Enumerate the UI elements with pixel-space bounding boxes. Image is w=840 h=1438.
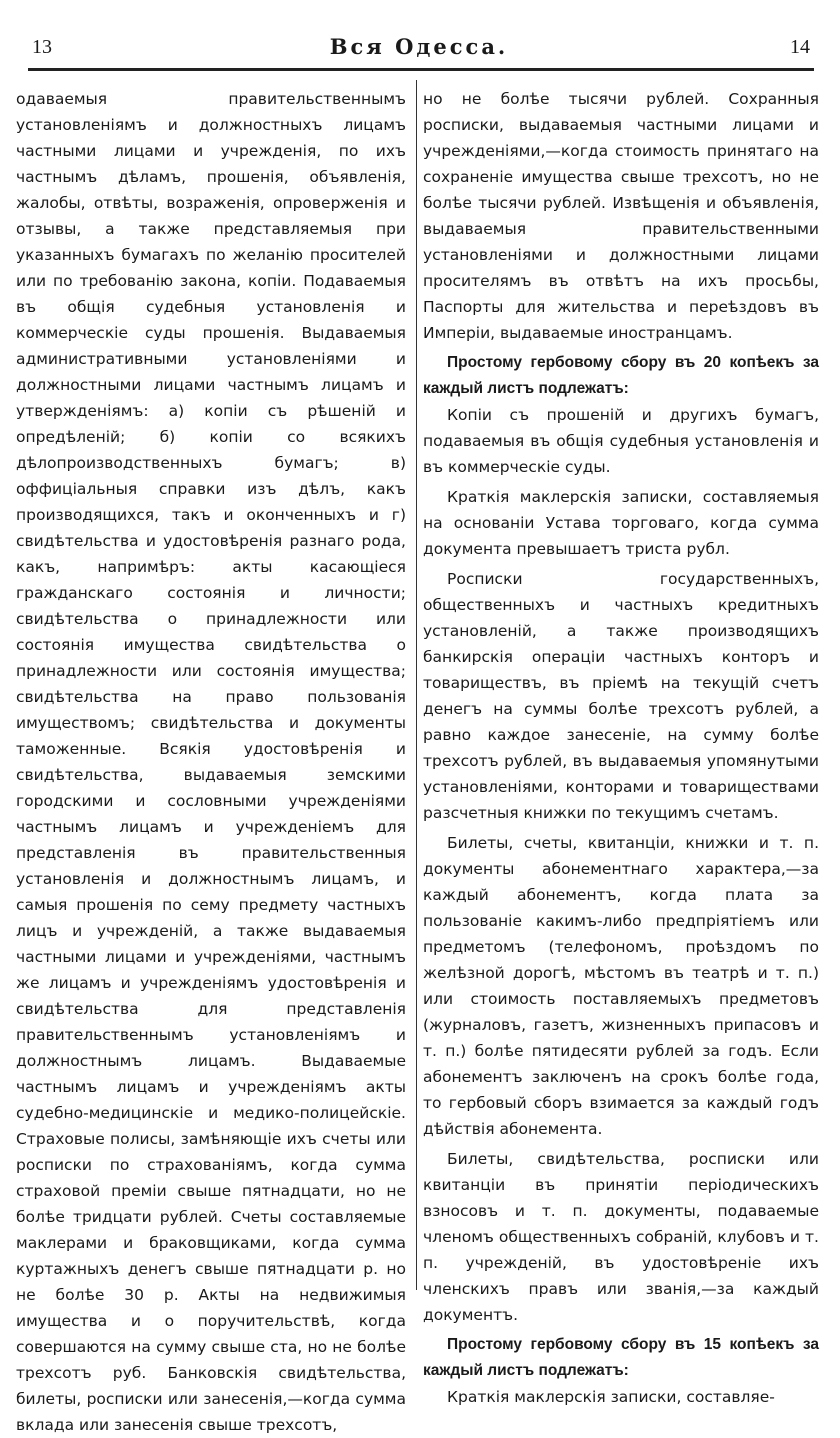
- page-number-right: 14: [790, 36, 810, 58]
- left-column: [16, 86, 406, 1438]
- running-title: Вся Одесса.: [329, 34, 509, 59]
- column-divider: [416, 80, 417, 1290]
- right-paragraph: Росписки государственныхъ, общественныхъ и частныхъ кредитныхъ установленій, а также производящихъ банкирскія операціи частныхъ конторъ и товариществъ, въ пріемѣ на текущій счетъ денегъ на суммы болѣе трехсотъ рублей, а равно каждое занесеніе, на сумму болѣе трехсотъ рублей, въ выдаваемыя упомянутыми установленіями, конторами и товариществами разсчетныя книжки по текущимъ счетамъ.: [423, 570, 819, 822]
- page-number-left: 13: [32, 36, 52, 58]
- left-paragraph: одаваемыя правительственнымъ установленіямъ и должностныхъ лицамъ частными лицами и учрежденія, по ихъ частнымъ дѣламъ, прошенія, объявленія, жалобы, отвѣты, возраженія, опроверженія и отзывы, а также представляемыя при указанныхъ бумагахъ по желанію просителей или по требованію закона, копіи. Подаваемыя въ общія судебныя установленія и коммерческіе суды прошенія. Выдаваемыя административными установленіями и должностными лицами частнымъ лицамъ и утвержденіямъ: а) копіи съ рѣшеній и опредѣленій; б) копіи со всякихъ дѣлопроизводственныхъ бумагъ; в) оффиціальныя справки изъ дѣлъ, какъ производящихся, такъ и оконченныхъ и г) свидѣтельства и удостовѣренія разнаго рода, какъ, напримѣръ: акты касающіеся гражданскаго состоянія и личности; свидѣтельства о принадлежности или состоянія имущества свидѣтельства о принадлежности или состоянія имущества; свидѣтельства на право пользованія имуществомъ; свидѣтельства и документы таможенные. Всякія удостовѣренія и свидѣтельства, выдаваемыя земскими городскими и сословными учрежденіями частнымъ лицамъ и учрежденіемъ для представленія въ правительственныя установленія и должностнымъ лицамъ, и самыя прошенія по сему предмету частныхъ лицъ и учрежденій, а также выдаваемыя частными лицами и учрежденіями, частнымъ же лицамъ и учрежденіямъ удостовѣренія и свидѣтельства для представленія правительственнымъ установленіямъ и должностнымъ лицамъ. Выдаваемые частнымъ лицамъ и учрежденіямъ акты судебно-медицинскіе и медико-полицейскіе. Страховые полисы, замѣняющіе ихъ счеты или росписки по страхованіямъ, когда сумма страховой преміи свыше пятнадцати, но не болѣе тридцати рублей. Счеты составляемые маклерами и браковщиками, когда сумма куртажныхъ денегъ свыше пятнадцати р. но не болѣе 30 р. Акты на недвижимыя имущества и о поручительствѣ, когда совершаются на сумму свыше ста, но не болѣе трехсотъ руб. Банковскія свидѣтельства, билеты, росписки или занесенія,—когда сумма вклада или занесенія свыше трехсотъ,: [16, 90, 406, 1434]
- right-paragraph: Билеты, счеты, квитанціи, книжки и т. п. документы абонементнаго характера,—за каждый абонементъ, когда плата за пользованіе какимъ-либо предпріятіемъ или предметомъ (телефономъ, проѣздомъ по желѣзной дорогѣ, мѣстомъ въ театрѣ и т. п.) или стоимость поставляемыхъ предметовъ (журналовъ, газетъ, жизненныхъ припасовъ и т. п.) болѣе пятидесяти рублей за годъ. Если абонементъ заключенъ на срокъ болѣе года, то гербовый сборъ взимается за каждый годъ дѣйствія абонемента.: [423, 834, 819, 1138]
- header-rule: [28, 68, 814, 71]
- right-column: [423, 86, 819, 1410]
- right-paragraph: Краткія маклерскія записки, составляемыя на основаніи Устава торговаго, когда сумма документа превышаетъ триста рубл.: [423, 488, 819, 558]
- rubric-heading-20-kopecks: Простому гербовому сбору въ 20 копѣекъ за каждый листъ подлежатъ:: [423, 354, 819, 397]
- page-header: [28, 32, 810, 66]
- right-paragraph: Копіи съ прошеній и другихъ бумагъ, подаваемыя въ общія судебныя установленія и въ коммерческіе суды.: [423, 406, 819, 476]
- rubric-heading-15-kopecks: Простому гербовому сбору въ 15 копѣекъ за каждый листъ подлежатъ:: [423, 1336, 819, 1379]
- right-paragraph: но не болѣе тысячи рублей. Сохранныя росписки, выдаваемыя частными лицами и учрежденіями,—когда стоимость принятаго на сохраненіе имущества свыше трехсотъ, но не болѣе тысячи рублей. Извѣщенія и объявленія, выдаваемыя правительственными установленіями и должностными лицами просителямъ въ отвѣтъ на ихъ просьбы, Паспорты для жительства и переѣздовъ въ Имперіи, выдаваемые иностранцамъ.: [423, 90, 819, 342]
- right-paragraph: Билеты, свидѣтельства, росписки или квитанціи въ принятіи періодическихъ взносовъ и т. п. документы, подаваемые членомъ общественныхъ собраній, клубовъ и т. п. учрежденій, въ удостовѣреніе ихъ членскихъ правъ или званія,—за каждый документъ.: [423, 1150, 819, 1324]
- right-paragraph: Краткія маклерскія записки, составляе-: [447, 1388, 775, 1406]
